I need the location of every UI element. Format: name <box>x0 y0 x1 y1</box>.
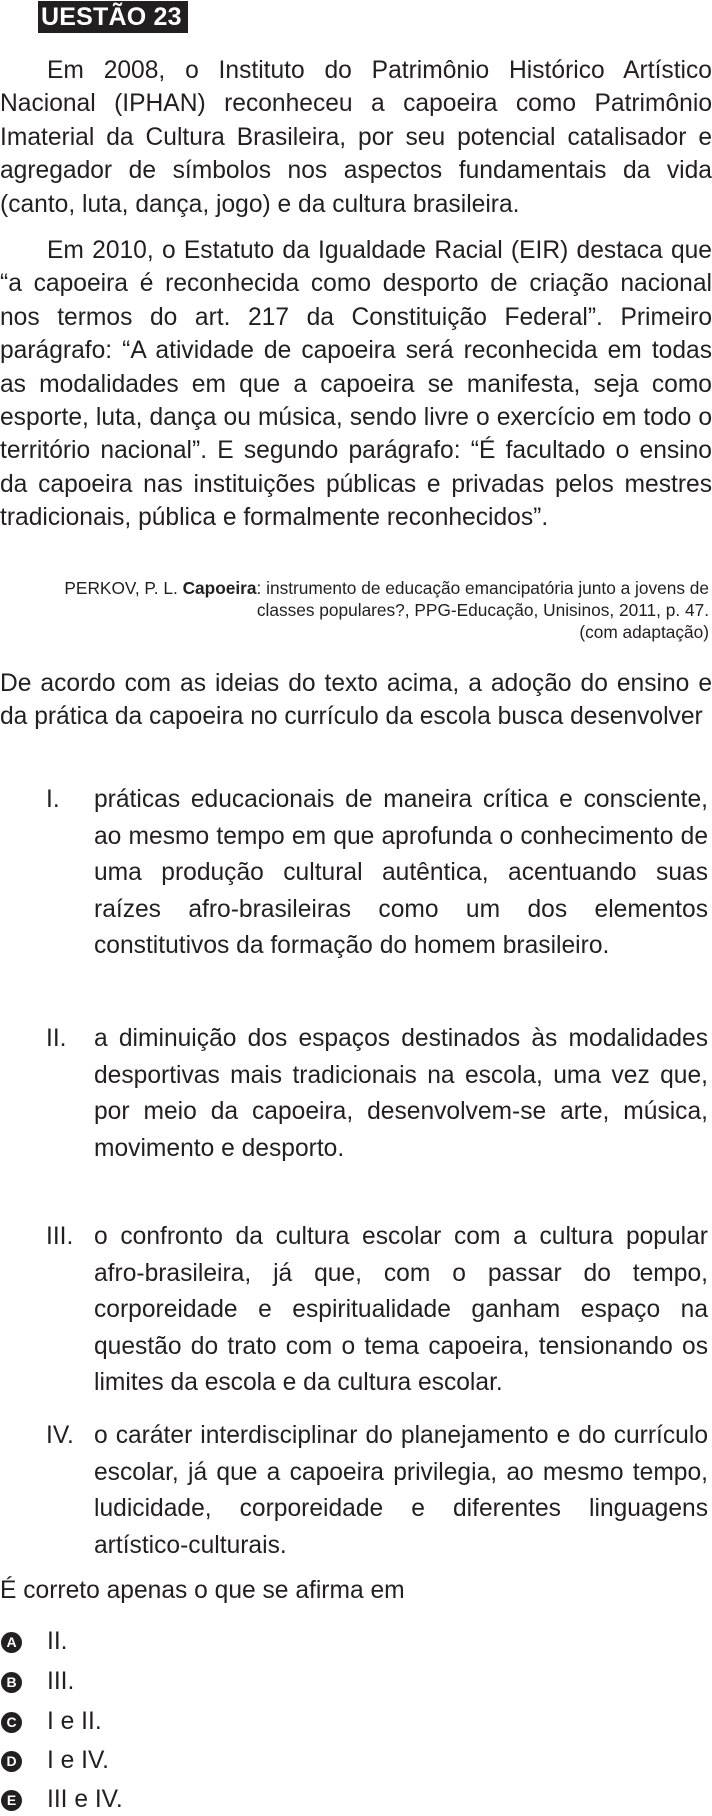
citation-rest: : instrumento de educação emancipatória junto a jovens de classes populares?, PPG-Educação, Unisinos, 2011, p. 47. <box>256 578 709 620</box>
citation-title: Capoeira <box>182 578 257 598</box>
option-text: III. <box>47 1668 75 1695</box>
citation <box>4 577 709 643</box>
question-prompt: É correto apenas o que se afirma em <box>0 1577 405 1604</box>
option-letter-badge: A <box>1 1632 22 1653</box>
citation-note: (com adaptação) <box>579 622 709 642</box>
option-text: II. <box>47 1628 68 1655</box>
text-paragraph-1: Em 2008, o Instituto do Patrimônio Histórico Artístico Nacional (IPHAN) reconheceu a capoeira como Patrimônio Imaterial da Cultura Brasileira, por seu potencial catalisador e agregador de símbolos nos aspectos fundamentais da vida (canto, luta, dança, jogo) e da cultura brasileira. <box>0 57 712 218</box>
option-letter-badge: B <box>1 1672 22 1693</box>
option-text: III e IV. <box>47 1786 123 1813</box>
statement-number: II. <box>46 1025 67 1052</box>
statement-text: o confronto da cultura escolar com a cultura popular afro-brasileira, já que, com o passar do tempo, corporeidade e espiritualidade ganham espaço na questão do trato com o tema capoeira, tensionando os limites da escola e da cultura escolar. <box>94 1223 708 1397</box>
option-letter-badge: E <box>1 1790 22 1811</box>
question-number-header: UESTÃO 23 <box>38 1 188 33</box>
citation-author: PERKOV, P. L. <box>64 578 183 598</box>
option-letter-badge: D <box>1 1751 22 1772</box>
option-text: I e II. <box>47 1708 102 1735</box>
statement-number: IV. <box>46 1422 74 1449</box>
statement-text: o caráter interdisciplinar do planejamento e do currículo escolar, já que a capoeira privilegia, ao mesmo tempo, ludicidade, corporeidade e diferentes linguagens artístico-culturais. <box>94 1422 708 1559</box>
text-paragraph-2: Em 2010, o Estatuto da Igualdade Racial (EIR) destaca que “a capoeira é reconhecida como desporto de criação nacional nos termos do art. 217 da Constituição Federal”. Primeiro parágrafo: “A atividade de capoeira será reconhecida em todas as modalidades em que a capoeira se manifesta, seja como esporte, luta, dança ou música, sendo livre o exercício em todo o território nacional”. E segundo parágrafo: “É facultado o ensino da capoeira nas instituições públicas e privadas pelos mestres tradicionais, pública e formalmente reconhecidos”. <box>0 237 712 532</box>
statement-text: práticas educacionais de maneira crítica e consciente, ao mesmo tempo em que aprofunda o conhecimento de uma produção cultural autêntica, acentuando suas raízes afro-brasileiras como um dos elementos constitutivos da formação do homem brasileiro. <box>94 786 708 960</box>
question-stem: De acordo com as ideias do texto acima, a adoção do ensino e da prática da capoeira no currículo da escola busca desenvolver <box>0 670 712 731</box>
statement-text: a diminuição dos espaços destinados às modalidades desportivas mais tradicionais na escola, uma vez que, por meio da capoeira, desenvolvem-se arte, música, movimento e desporto. <box>94 1025 708 1162</box>
option-letter-badge: C <box>1 1712 22 1733</box>
option-text: I e IV. <box>47 1747 109 1774</box>
statement-number: III. <box>46 1223 74 1250</box>
statement-number: I. <box>46 786 60 813</box>
